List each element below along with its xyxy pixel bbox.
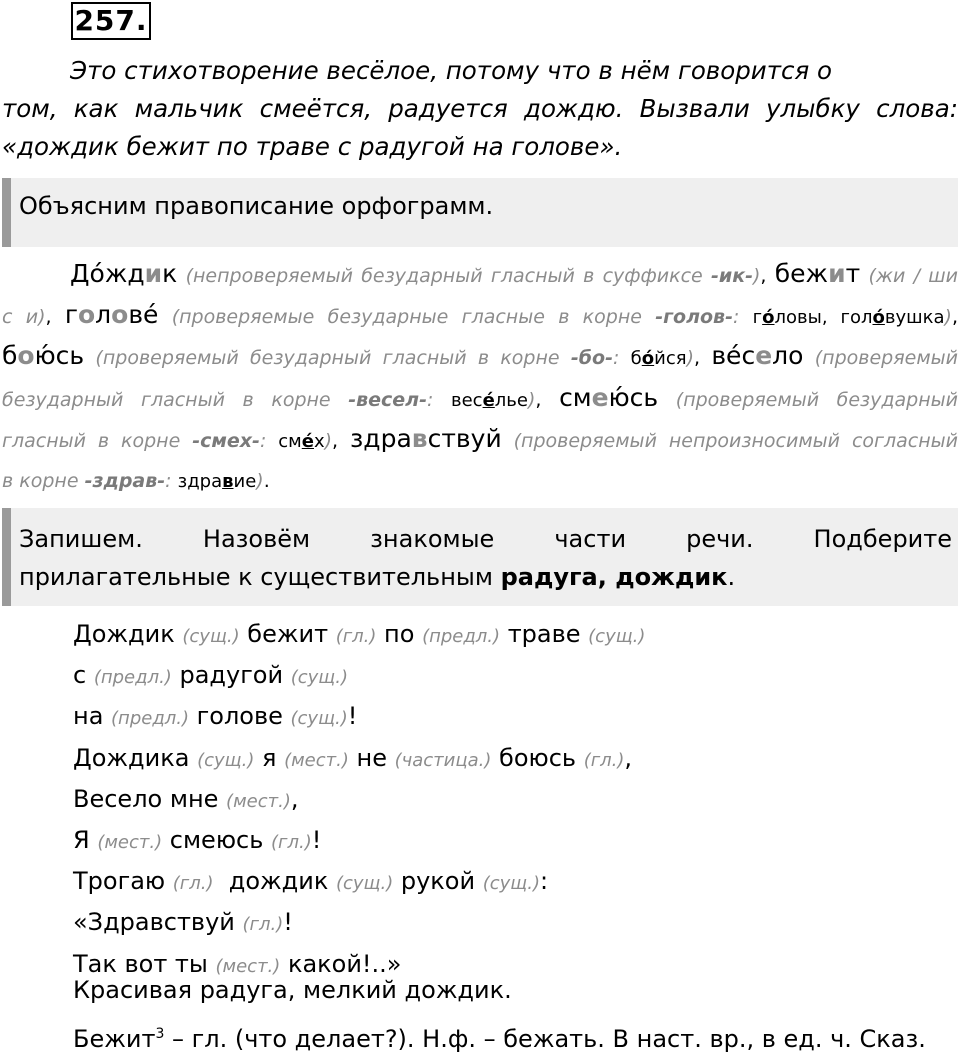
answer-line: том, как мальчик смеётся, радуется дождю. Вызвали улыбку слова: bbox=[2, 94, 958, 123]
poem-word: Трогаю bbox=[73, 867, 173, 896]
poem-word: Дождик bbox=[73, 620, 183, 648]
poem-word: ! bbox=[347, 702, 358, 731]
poem-word: дождик bbox=[213, 867, 336, 896]
orth-word-zdravstvuy: здравствуй bbox=[350, 424, 502, 453]
part-of-speech-label: (гл.) bbox=[583, 749, 625, 771]
part-of-speech-label: (сущ.) bbox=[290, 667, 348, 689]
poem-word: какой!..» bbox=[280, 949, 402, 978]
part-of-speech-label: (сущ.) bbox=[482, 873, 540, 895]
poem-word: бежит bbox=[239, 620, 336, 648]
orth-note: в корне -здрав-: здравие) bbox=[2, 469, 264, 492]
adjectives-line: Красивая радуга, мелкий дождик. bbox=[73, 976, 512, 1004]
orthography-line: гласный в корне -смех-: сме́х), здравствуй (проверяемый непроизносимый согласный bbox=[2, 424, 958, 453]
orthography-line: с и), голове́ (проверяемые безударные гласные в корне -голов-: го́ловы, голо́вушка), bbox=[2, 299, 958, 329]
poem-word: : bbox=[540, 867, 549, 896]
orth-note: гласный в корне -смех-: сме́х) bbox=[2, 430, 333, 452]
orthography-explanation bbox=[2, 255, 958, 501]
orth-example: здравие bbox=[177, 470, 257, 492]
poem-word: голове bbox=[189, 702, 291, 731]
part-of-speech-label: (сущ.) bbox=[182, 626, 240, 647]
part-of-speech-label: (сущ.) bbox=[290, 708, 348, 730]
section-heading-orthography bbox=[2, 178, 958, 247]
orth-word-smeyus: смею́сь bbox=[559, 382, 659, 412]
poem-word: на bbox=[73, 702, 112, 731]
part-of-speech-label: (предл.) bbox=[422, 626, 501, 647]
orth-example: весе́лье bbox=[450, 389, 528, 411]
orth-example: бо́йся bbox=[630, 348, 687, 369]
orth-note: (непроверяемый безударный гласный в суффиксе -ик-) bbox=[185, 265, 761, 287]
poem-line bbox=[73, 656, 645, 697]
orth-note: (проверяемые безударные гласные в корне -голов-: го́ловы, голо́вушка) bbox=[171, 305, 952, 328]
orthography-line: в корне -здрав-: здравие). bbox=[2, 469, 270, 492]
section-heading-line: Запишем. Назовём знакомые части речи. Подберите bbox=[19, 525, 953, 553]
orth-note: с и) bbox=[2, 305, 46, 328]
poem-line bbox=[73, 615, 645, 656]
orth-note: (проверяемый безударный bbox=[675, 388, 959, 411]
poem-word: Я bbox=[73, 826, 98, 855]
answer-paragraph bbox=[2, 52, 958, 166]
poem-word: не bbox=[348, 743, 395, 772]
poem-word: Так вот ты bbox=[73, 949, 216, 978]
orthography-line: безударный гласный в корне -весел-: весе́лье), смею́сь (проверяемый безударный bbox=[2, 382, 959, 412]
poem-line bbox=[73, 739, 645, 780]
poem-line bbox=[73, 697, 645, 738]
part-of-speech-label: (мест.) bbox=[97, 832, 163, 854]
answer-line: Это стихотворение весёлое, потому что в нём говорится о bbox=[70, 56, 832, 85]
orth-word-dozhdik: До́ждик bbox=[70, 259, 178, 288]
section-heading-line: прилагательные к существительным радуга, дождик. bbox=[19, 563, 736, 591]
answer-line: «дождик бежит по траве с радугой на голове». bbox=[2, 132, 623, 161]
orth-example: го́ловы, голо́вушка bbox=[752, 306, 945, 328]
poem-word: траве bbox=[500, 620, 589, 648]
part-of-speech-label: (гл.) bbox=[172, 873, 214, 895]
orth-word-golove: голове́ bbox=[64, 299, 159, 329]
poem-word: «Здравствуй bbox=[73, 908, 243, 937]
poem-word: ! bbox=[283, 908, 293, 937]
orth-note: (жи / ши bbox=[868, 265, 959, 287]
poem-word: , bbox=[624, 743, 633, 772]
poem-word: я bbox=[254, 743, 285, 772]
orthography-line: До́ждик (непроверяемый безударный гласный в суффиксе -ик-), бежит (жи / ши bbox=[70, 259, 959, 288]
poem-line bbox=[73, 862, 645, 903]
poem-word: , bbox=[290, 784, 299, 813]
part-of-speech-label: (мест.) bbox=[226, 790, 291, 812]
section-heading-text: Объясним правописание орфограмм. bbox=[19, 192, 494, 220]
part-of-speech-label: (частица.) bbox=[394, 749, 492, 771]
poem-line bbox=[73, 780, 645, 821]
section-heading-write bbox=[2, 508, 958, 606]
poem-with-parts-of-speech bbox=[73, 615, 645, 986]
orthography-line: бою́сь (проверяемый безударный гласный в корне -бо-: бо́йся), ве́село (проверяемый bbox=[2, 341, 959, 370]
exercise-number: 257. bbox=[71, 2, 151, 40]
orth-word-veselo: ве́село bbox=[711, 341, 804, 370]
orth-example: сме́х bbox=[278, 431, 325, 452]
orth-word-boyus: бою́сь bbox=[2, 341, 85, 370]
part-of-speech-label: (мест.) bbox=[215, 955, 281, 977]
part-of-speech-label: (сущ.) bbox=[197, 749, 255, 771]
poem-word: ! bbox=[311, 826, 322, 855]
poem-word: рукой bbox=[393, 867, 483, 896]
poem-word: смеюсь bbox=[162, 826, 271, 855]
poem-line bbox=[73, 903, 645, 944]
poem-word: боюсь bbox=[491, 743, 584, 772]
poem-word: Весело мне bbox=[73, 784, 227, 813]
poem-word: радугой bbox=[171, 661, 291, 690]
poem-word: по bbox=[376, 620, 423, 648]
part-of-speech-label: (мест.) bbox=[284, 749, 349, 771]
part-of-speech-label: (гл.) bbox=[242, 914, 284, 936]
orth-note: (проверяемый непроизносимый согласный bbox=[513, 430, 958, 452]
word-analysis-line: Бежит$^3$ – гл. (что делает?). Н.ф. – бежать. В наст. вр., в ед. ч. Сказ. bbox=[73, 1025, 926, 1053]
orth-note: безударный гласный в корне -весел-: весе́лье) bbox=[2, 388, 536, 411]
poem-line bbox=[73, 821, 645, 862]
part-of-speech-label: (гл.) bbox=[335, 626, 377, 647]
part-of-speech-label: (предл.) bbox=[93, 667, 172, 689]
part-of-speech-label: (гл.) bbox=[271, 832, 312, 854]
orth-note: (проверяемый безударный гласный в корне -бо-: бо́йся) bbox=[95, 347, 694, 369]
part-of-speech-label: (сущ.) bbox=[335, 873, 394, 895]
poem-word: с bbox=[73, 661, 94, 690]
poem-word: Дождика bbox=[73, 743, 198, 772]
part-of-speech-label: (предл.) bbox=[111, 708, 190, 730]
orth-word-bezhit: бежит bbox=[774, 259, 861, 288]
part-of-speech-label: (сущ.) bbox=[588, 626, 646, 647]
orth-note: (проверяемый bbox=[814, 347, 959, 369]
